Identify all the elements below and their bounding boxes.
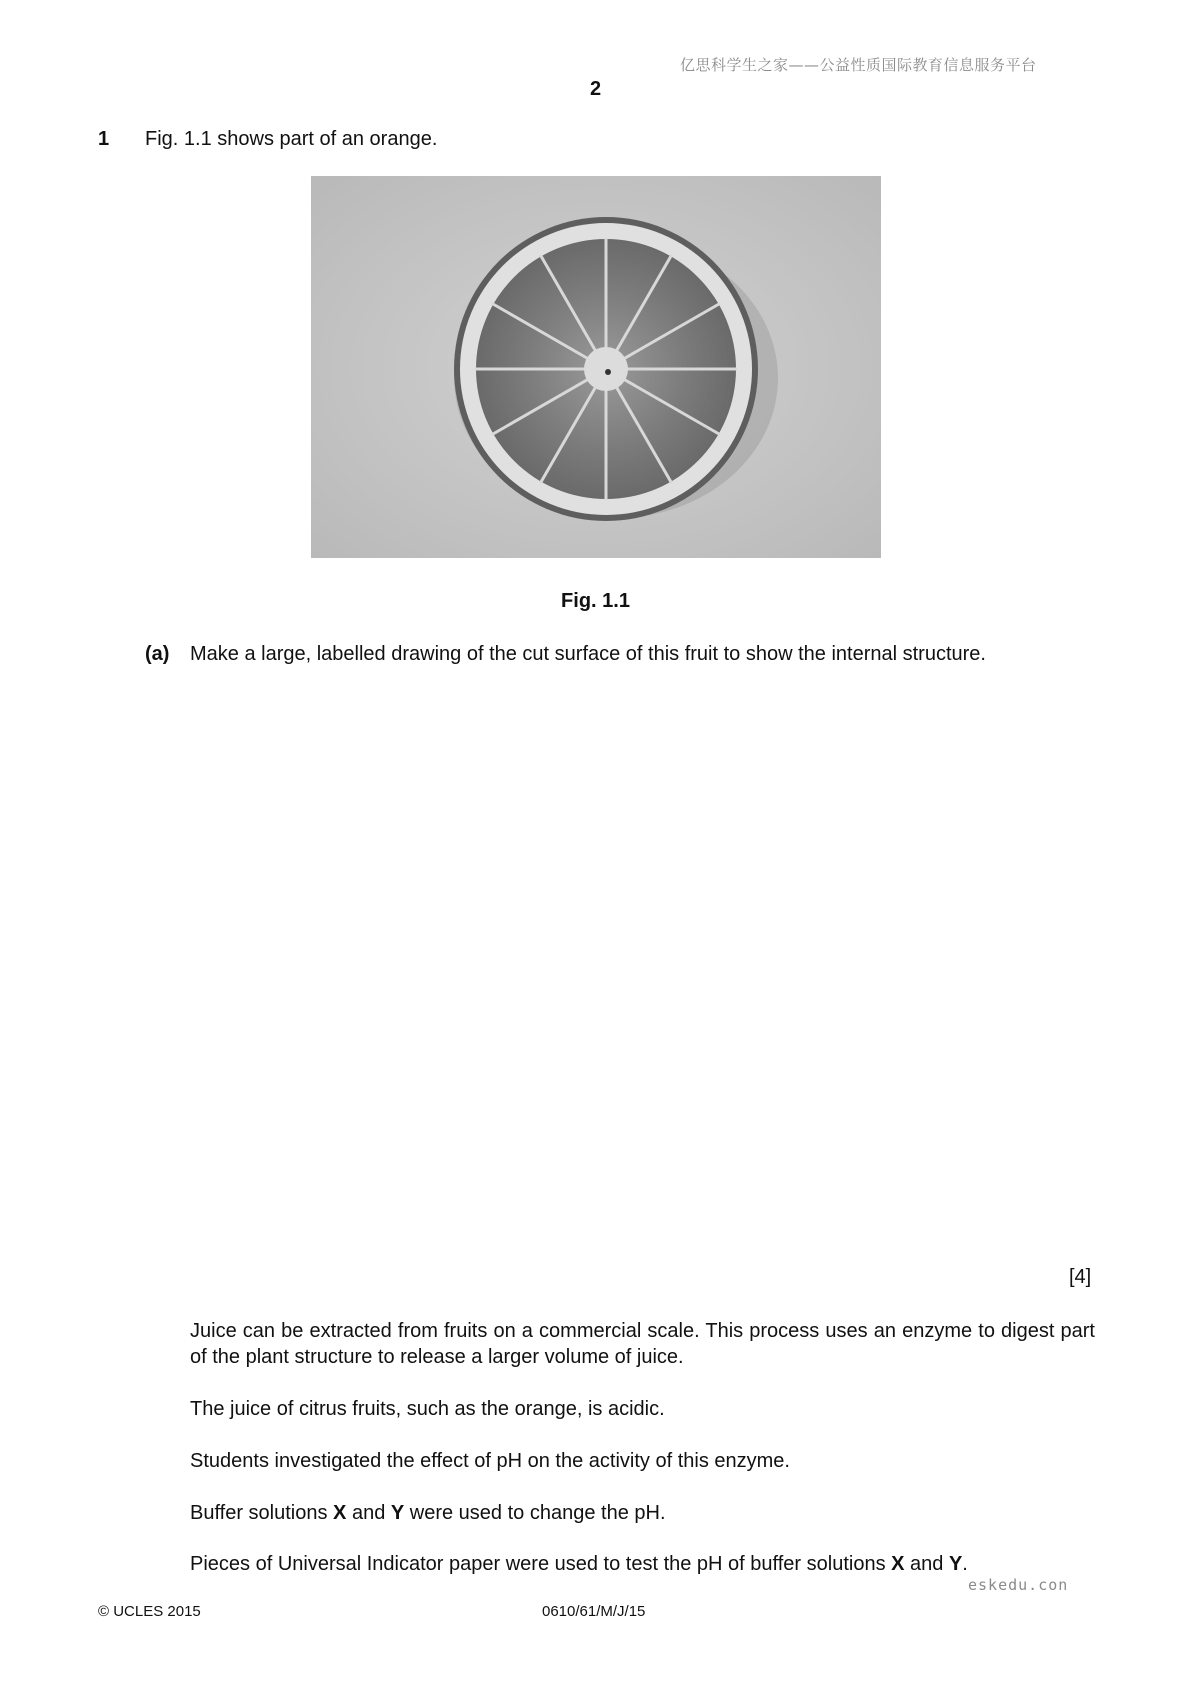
drawing-answer-space[interactable] (190, 680, 1095, 1255)
figure-caption: Fig. 1.1 (561, 590, 630, 612)
label-x: X (891, 1553, 905, 1575)
page-number: 2 (589, 78, 602, 100)
orange-photo-figure (311, 176, 881, 558)
paragraph-investigation: Students investigated the effect of pH on the activity of this enzyme. (190, 1450, 790, 1472)
question-number: 1 (98, 128, 110, 150)
text-run: Pieces of Universal Indicator paper were used to test the pH of buffer solutions (190, 1553, 892, 1575)
paragraph-buffer-solutions (190, 1500, 1095, 1526)
label-y: Y (390, 1502, 405, 1524)
footer-copyright: © UCLES 2015 (98, 1603, 201, 1620)
text-run: . (962, 1553, 968, 1575)
text-run: and (904, 1553, 949, 1575)
part-a-label: (a) (145, 643, 170, 665)
part-a-text: Make a large, labelled drawing of the cut surface of this fruit to show the internal structure. (190, 643, 986, 665)
header-watermark: 亿思科学生之家——公益性质国际教育信息服务平台 (680, 56, 1037, 74)
paragraph-citrus-acidic: The juice of citrus fruits, such as the orange, is acidic. (190, 1398, 665, 1420)
orange-cross-section-image (311, 176, 881, 558)
footer-paper-code: 0610/61/M/J/15 (542, 1603, 646, 1620)
paragraph-juice-extraction: Juice can be extracted from fruits on a commercial scale. This process uses an enzyme to digest part of the plant structure to release a larger volume of juice. (190, 1320, 1095, 1368)
footer-watermark: eskedu.con (968, 1576, 1069, 1594)
part-a-marks: [4] (1069, 1266, 1092, 1288)
paragraph-indicator-paper (190, 1551, 1095, 1577)
text-run: were used to change the pH. (404, 1502, 666, 1524)
label-y: Y (948, 1553, 963, 1575)
label-x: X (333, 1502, 347, 1524)
text-run: Buffer solutions (190, 1502, 334, 1524)
text-run: and (346, 1502, 391, 1524)
question-intro: Fig. 1.1 shows part of an orange. (145, 128, 438, 150)
